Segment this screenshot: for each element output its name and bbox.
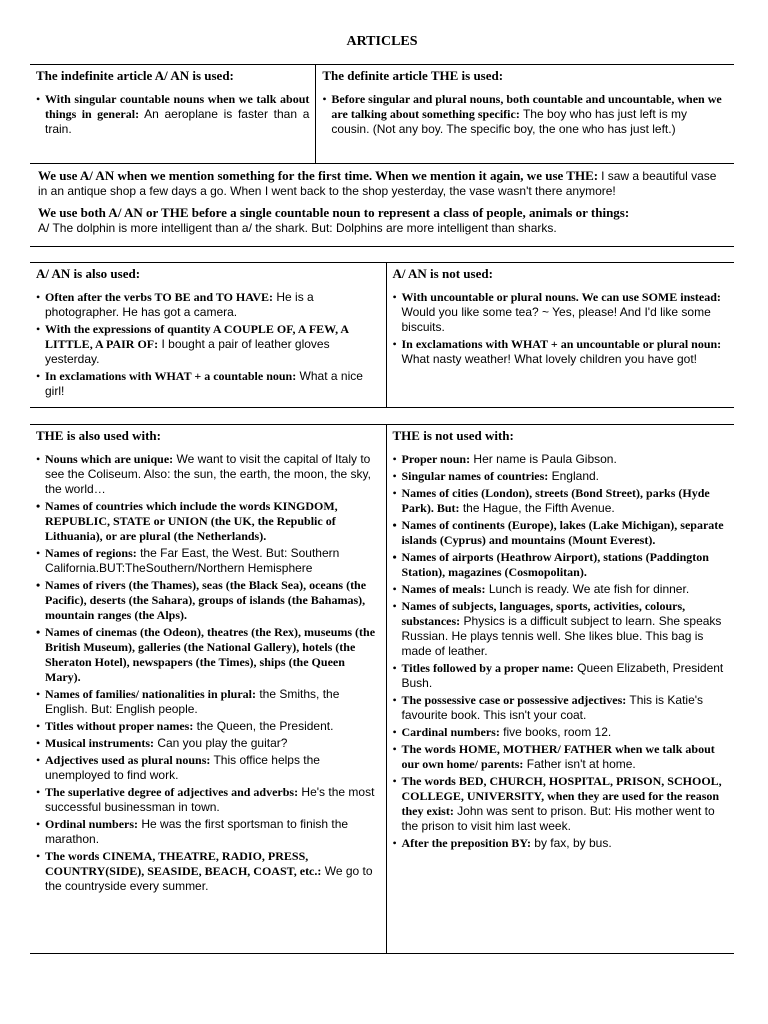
item-example: England.	[548, 469, 600, 483]
first-mention-paragraph	[38, 168, 726, 199]
item-label: Often after the verbs TO BE and TO HAVE:	[45, 290, 274, 304]
definite-heading: The definite article THE is used:	[322, 68, 504, 83]
item-label: Titles without proper names:	[45, 719, 194, 733]
definite-article-cell	[316, 65, 734, 164]
item-example: five books, room 12.	[499, 725, 612, 739]
list-item	[36, 753, 380, 783]
example-text: I saw a beautiful vase in an antique shop a few days a go. When I went back to the shop yesterday, the vase wasn't there anymore!	[38, 169, 717, 198]
class-representation-paragraph	[38, 205, 726, 236]
item-label: Ordinal numbers:	[45, 817, 139, 831]
list-item	[36, 817, 380, 847]
list-item	[393, 725, 729, 740]
list-item	[393, 582, 729, 597]
item-label: After the preposition BY:	[401, 836, 531, 850]
item-example: Can you play the guitar?	[154, 736, 288, 750]
item-example: This office helps the unemployed to find work.	[45, 753, 320, 782]
list-item: • Names of continents (Europe), lakes (Lake Michigan), separate islands (Cyprus) and mountains (Mount Everest).	[393, 518, 729, 548]
list-item	[36, 322, 380, 367]
list-item	[36, 719, 380, 734]
item-example: He's the most successful businessman in town.	[45, 785, 375, 814]
section-a-an	[30, 262, 734, 408]
list-item	[36, 785, 380, 815]
item-example: John was sent to prison. But: His mother went to the prison to visit him last week.	[401, 804, 715, 833]
item-label: Cardinal numbers:	[401, 725, 500, 739]
page-title: ARTICLES	[346, 34, 418, 49]
section-articles-basic	[30, 64, 734, 164]
item-example: He was the first sportsman to finish the marathon.	[45, 817, 349, 846]
example-text: A/ The dolphin is more intelligent than a/ the shark. But: Dolphins are more intelligent than sharks.	[38, 221, 557, 235]
list-item	[36, 369, 380, 399]
item-label: With the expressions of quantity A COUPLE OF, A FEW, A LITTLE, A PAIR OF:	[45, 322, 349, 351]
list-item	[393, 290, 729, 335]
list-item	[36, 290, 380, 320]
a-an-not-used-cell	[386, 263, 734, 408]
list-item: • Names of countries which include the words KINGDOM, REPUBLIC, STATE or UNION (the UK, the Republic of Lithuania), or are plural (the Netherlands).	[36, 499, 380, 544]
list-item	[36, 546, 380, 576]
item-example: the Smiths, the English. But: English people.	[45, 687, 340, 716]
list-item	[393, 693, 729, 723]
a-an-used-heading: A/ AN is also used:	[36, 266, 141, 281]
list-item	[393, 742, 729, 772]
item-example: We go to the countryside every summer.	[45, 864, 373, 893]
item-label: Singular names of countries:	[401, 469, 549, 483]
list-item	[36, 849, 380, 894]
item-example: The boy who has just left is my cousin. (Not any boy. The specific boy, the one who has just left.)	[331, 107, 688, 136]
section-the	[30, 424, 734, 954]
item-example: by fax, by bus.	[530, 836, 612, 850]
item-label: The words BED, CHURCH, HOSPITAL, PRISON, SCHOOL, COLLEGE, UNIVERSITY, when they are used for the reason they exist:	[401, 774, 722, 818]
indefinite-article-cell	[30, 65, 316, 164]
item-label: Titles followed by a proper name:	[401, 661, 574, 675]
item-example: Her name is Paula Gibson.	[470, 452, 617, 466]
item-example: What a nice girl!	[45, 369, 363, 398]
item-label: Names of meals:	[401, 582, 486, 596]
item-label: The words CINEMA, THEATRE, RADIO, PRESS, COUNTRY(SIDE), SEASIDE, BEACH, COAST, etc.:	[45, 849, 322, 878]
list-item: • Names of airports (Heathrow Airport), stations (Paddington Station), magazines (Cosmopolitan).	[393, 550, 729, 580]
rule-text: We use both A/ AN or THE before a single countable noun to represent a class of people, animals or things:	[38, 205, 630, 220]
item-label: With singular countable nouns when we talk about things in general:	[45, 92, 310, 121]
item-label: Names of cities (London), streets (Bond Street), parks (Hyde Park). But:	[401, 486, 710, 515]
list-item	[393, 469, 729, 484]
a-an-used-cell	[30, 263, 386, 408]
item-label: Nouns which are unique:	[45, 452, 174, 466]
list-item	[393, 486, 729, 516]
item-example: He is a photographer. He has got a camera.	[45, 290, 314, 319]
item-example: the Far East, the West. But: Southern California.BUT:TheSouthern/Northern Hemisphere	[45, 546, 340, 575]
item-example: the Hague, the Fifth Avenue.	[459, 501, 615, 515]
item-label: Adjectives used as plural nouns:	[45, 753, 211, 767]
item-label: The possessive case or possessive adjectives:	[401, 693, 627, 707]
rule-text: We use A/ AN when we mention something for the first time. When we mention it again, we use THE:	[38, 168, 599, 183]
section-usage-notes	[30, 164, 734, 247]
item-example: An aeroplane is faster than a train.	[45, 107, 310, 136]
the-used-heading: THE is also used with:	[36, 428, 161, 443]
indefinite-heading: The indefinite article A/ AN is used:	[36, 68, 234, 83]
list-item	[36, 687, 380, 717]
item-example: Would you like some tea? ~ Yes, please! And I'd like some biscuits.	[401, 305, 711, 334]
list-item	[36, 736, 380, 751]
a-an-not-used-heading: A/ AN is not used:	[392, 266, 493, 281]
list-item	[36, 452, 380, 497]
item-label: With uncountable or plural nouns. We can use SOME instead:	[401, 290, 721, 304]
item-example: What nasty weather! What lovely children you have got!	[401, 352, 697, 366]
item-label: In exclamations with WHAT + an uncountable or plural noun:	[401, 337, 722, 351]
the-not-used-cell	[386, 425, 734, 954]
list-item	[393, 836, 729, 851]
item-label: Before singular and plural nouns, both countable and uncountable, when we are talking about something specific:	[331, 92, 722, 121]
item-example: Lunch is ready. We ate fish for dinner.	[485, 582, 690, 596]
list-item	[393, 337, 729, 367]
item-label: Names of families/ nationalities in plural:	[45, 687, 256, 701]
list-item	[393, 452, 729, 467]
item-label: In exclamations with WHAT + a countable noun:	[45, 369, 297, 383]
the-not-used-heading: THE is not used with:	[392, 428, 514, 443]
list-item	[393, 661, 729, 691]
the-used-cell	[30, 425, 386, 954]
item-example: the Queen, the President.	[193, 719, 334, 733]
item-label: The words HOME, MOTHER/ FATHER when we talk about our own home/ parents:	[401, 742, 715, 771]
item-example: Physics is a difficult subject to learn. She speaks Russian. He plays tennis well. She likes blue. This bag is made of leather.	[401, 614, 722, 658]
item-example: I bought a pair of leather gloves yesterday.	[45, 337, 330, 366]
item-label: Names of subjects, languages, sports, activities, colours, substances:	[401, 599, 686, 628]
item-label: Names of regions:	[45, 546, 137, 560]
list-item	[393, 599, 729, 659]
list-item	[36, 92, 309, 137]
item-example: Queen Elizabeth, President Bush.	[401, 661, 724, 690]
list-item: • Names of rivers (the Thames), seas (the Black Sea), oceans (the Pacific), deserts (the Sahara), groups of islands (the Bahamas), mountain ranges (the Alps).	[36, 578, 380, 623]
list-item	[393, 774, 729, 834]
item-example: We want to visit the capital of Italy to see the Coliseum. Also: the sun, the earth, the moon, the sky, the world…	[45, 452, 371, 496]
item-example: This is Katie's favourite book. This isn't your coat.	[401, 693, 704, 722]
list-item	[322, 92, 728, 137]
item-label: Musical instruments:	[45, 736, 154, 750]
item-example: Father isn't at home.	[523, 757, 636, 771]
item-label: The superlative degree of adjectives and adverbs:	[45, 785, 299, 799]
list-item: • Names of cinemas (the Odeon), theatres (the Rex), museums (the British Museum), galleries (the National Gallery), hotels (the Sheraton Hotel), newspapers (the Times), ships (the Queen Mary).	[36, 625, 380, 685]
item-label: Proper noun:	[401, 452, 471, 466]
